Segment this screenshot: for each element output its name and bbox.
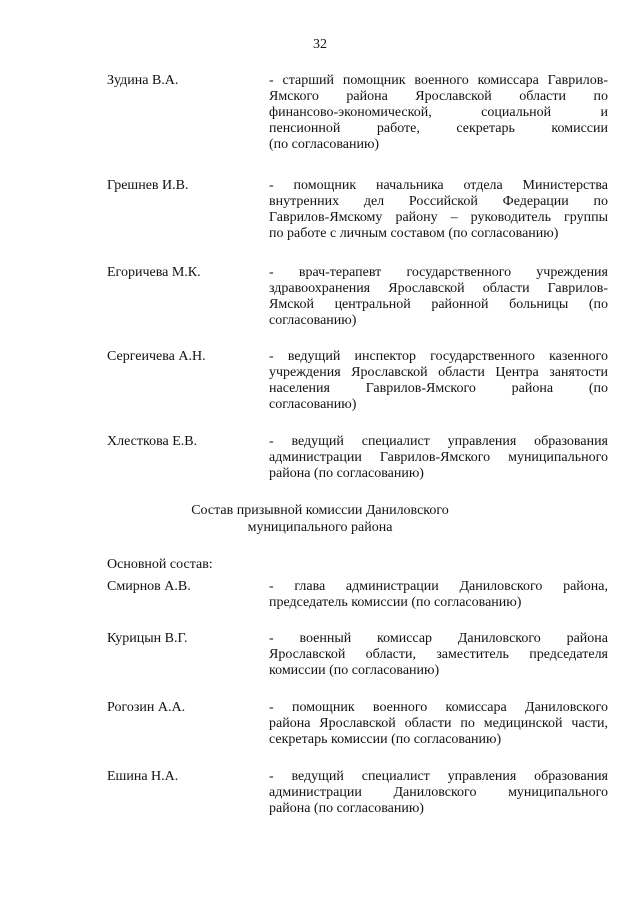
member-role-line: комиссии (по согласованию): [269, 663, 440, 678]
member-role-line: (по согласованию): [269, 137, 380, 152]
member-role: [269, 579, 608, 611]
member-role-line: - ведущий специалист управления образования: [269, 434, 608, 449]
member-role-line: секретарь комиссии (по согласованию): [269, 732, 502, 747]
member-role-line: - военный комиссар Даниловского района: [269, 631, 608, 646]
member-name: Смирнов А.В.: [107, 579, 191, 594]
member-role-line: Ямского района Ярославской области по: [269, 89, 608, 104]
member-name: Сергеичева А.Н.: [107, 349, 206, 364]
member-role-line: финансово-экономической, социальной и: [269, 105, 608, 120]
member-name: Егоричева М.К.: [107, 265, 201, 280]
member-name: Зудина В.А.: [107, 73, 179, 88]
member-role-line: - врач-терапевт государственного учреждения: [269, 265, 608, 280]
page-number: 32: [313, 37, 327, 52]
member-role-line: здравоохранения Ярославской области Гаврилов-: [269, 281, 608, 296]
member-role-line: - глава администрации Даниловского района,: [269, 579, 608, 594]
member-name: Ешина Н.А.: [107, 769, 179, 784]
member-role-line: администрации Гаврилов-Ямского муниципального: [269, 450, 608, 465]
member-role-line: администрации Даниловского муниципального: [269, 785, 608, 800]
section-title-line: Состав призывной комиссии Даниловского: [191, 503, 449, 518]
member-role-line: Ярославской области, заместитель председателя: [269, 647, 608, 662]
member-role-line: по работе с личным составом (по согласованию): [269, 226, 559, 241]
member-role-line: района Ярославской области по медицинской части,: [269, 716, 608, 731]
member-role-line: - помощник начальника отдела Министерства: [269, 178, 608, 193]
member-role-line: - помощник военного комиссара Даниловского: [269, 700, 608, 715]
member-role-line: согласованию): [269, 397, 357, 412]
member-name: Грешнев И.В.: [107, 178, 189, 193]
member-role: [269, 349, 608, 413]
member-role-line: - ведущий инспектор государственного казенного: [269, 349, 608, 364]
member-role-line: - старший помощник военного комиссара Гаврилов-: [269, 73, 608, 88]
member-name: Курицын В.Г.: [107, 631, 188, 646]
member-name: Рогозин А.А.: [107, 700, 186, 715]
member-role-line: Гаврилов-Ямскому району – руководитель группы: [269, 210, 608, 225]
section-title-line: муниципального района: [247, 520, 393, 535]
member-role: [269, 265, 608, 329]
member-role-line: внутренних дел Российской Федерации по: [269, 194, 608, 209]
member-role-line: - ведущий специалист управления образования: [269, 769, 608, 784]
member-role-line: председатель комиссии (по согласованию): [269, 595, 522, 610]
member-role: [269, 769, 608, 817]
section-title: [0, 502, 640, 536]
subheading-main-composition: Основной состав:: [107, 557, 213, 572]
member-role-line: населения Гаврилов-Ямского района (по: [269, 381, 608, 396]
member-role-line: пенсионной работе, секретарь комиссии: [269, 121, 608, 136]
member-role-line: согласованию): [269, 313, 357, 328]
member-role-line: учреждения Ярославской области Центра занятости: [269, 365, 608, 380]
member-role: [269, 700, 608, 748]
member-role: [269, 178, 608, 242]
member-role: [269, 434, 608, 482]
member-role-line: Ямской центральной районной больницы (по: [269, 297, 608, 312]
member-name: Хлесткова Е.В.: [107, 434, 198, 449]
member-role-line: района (по согласованию): [269, 466, 424, 481]
member-role: [269, 73, 608, 153]
member-role-line: района (по согласованию): [269, 801, 424, 816]
member-role: [269, 631, 608, 679]
